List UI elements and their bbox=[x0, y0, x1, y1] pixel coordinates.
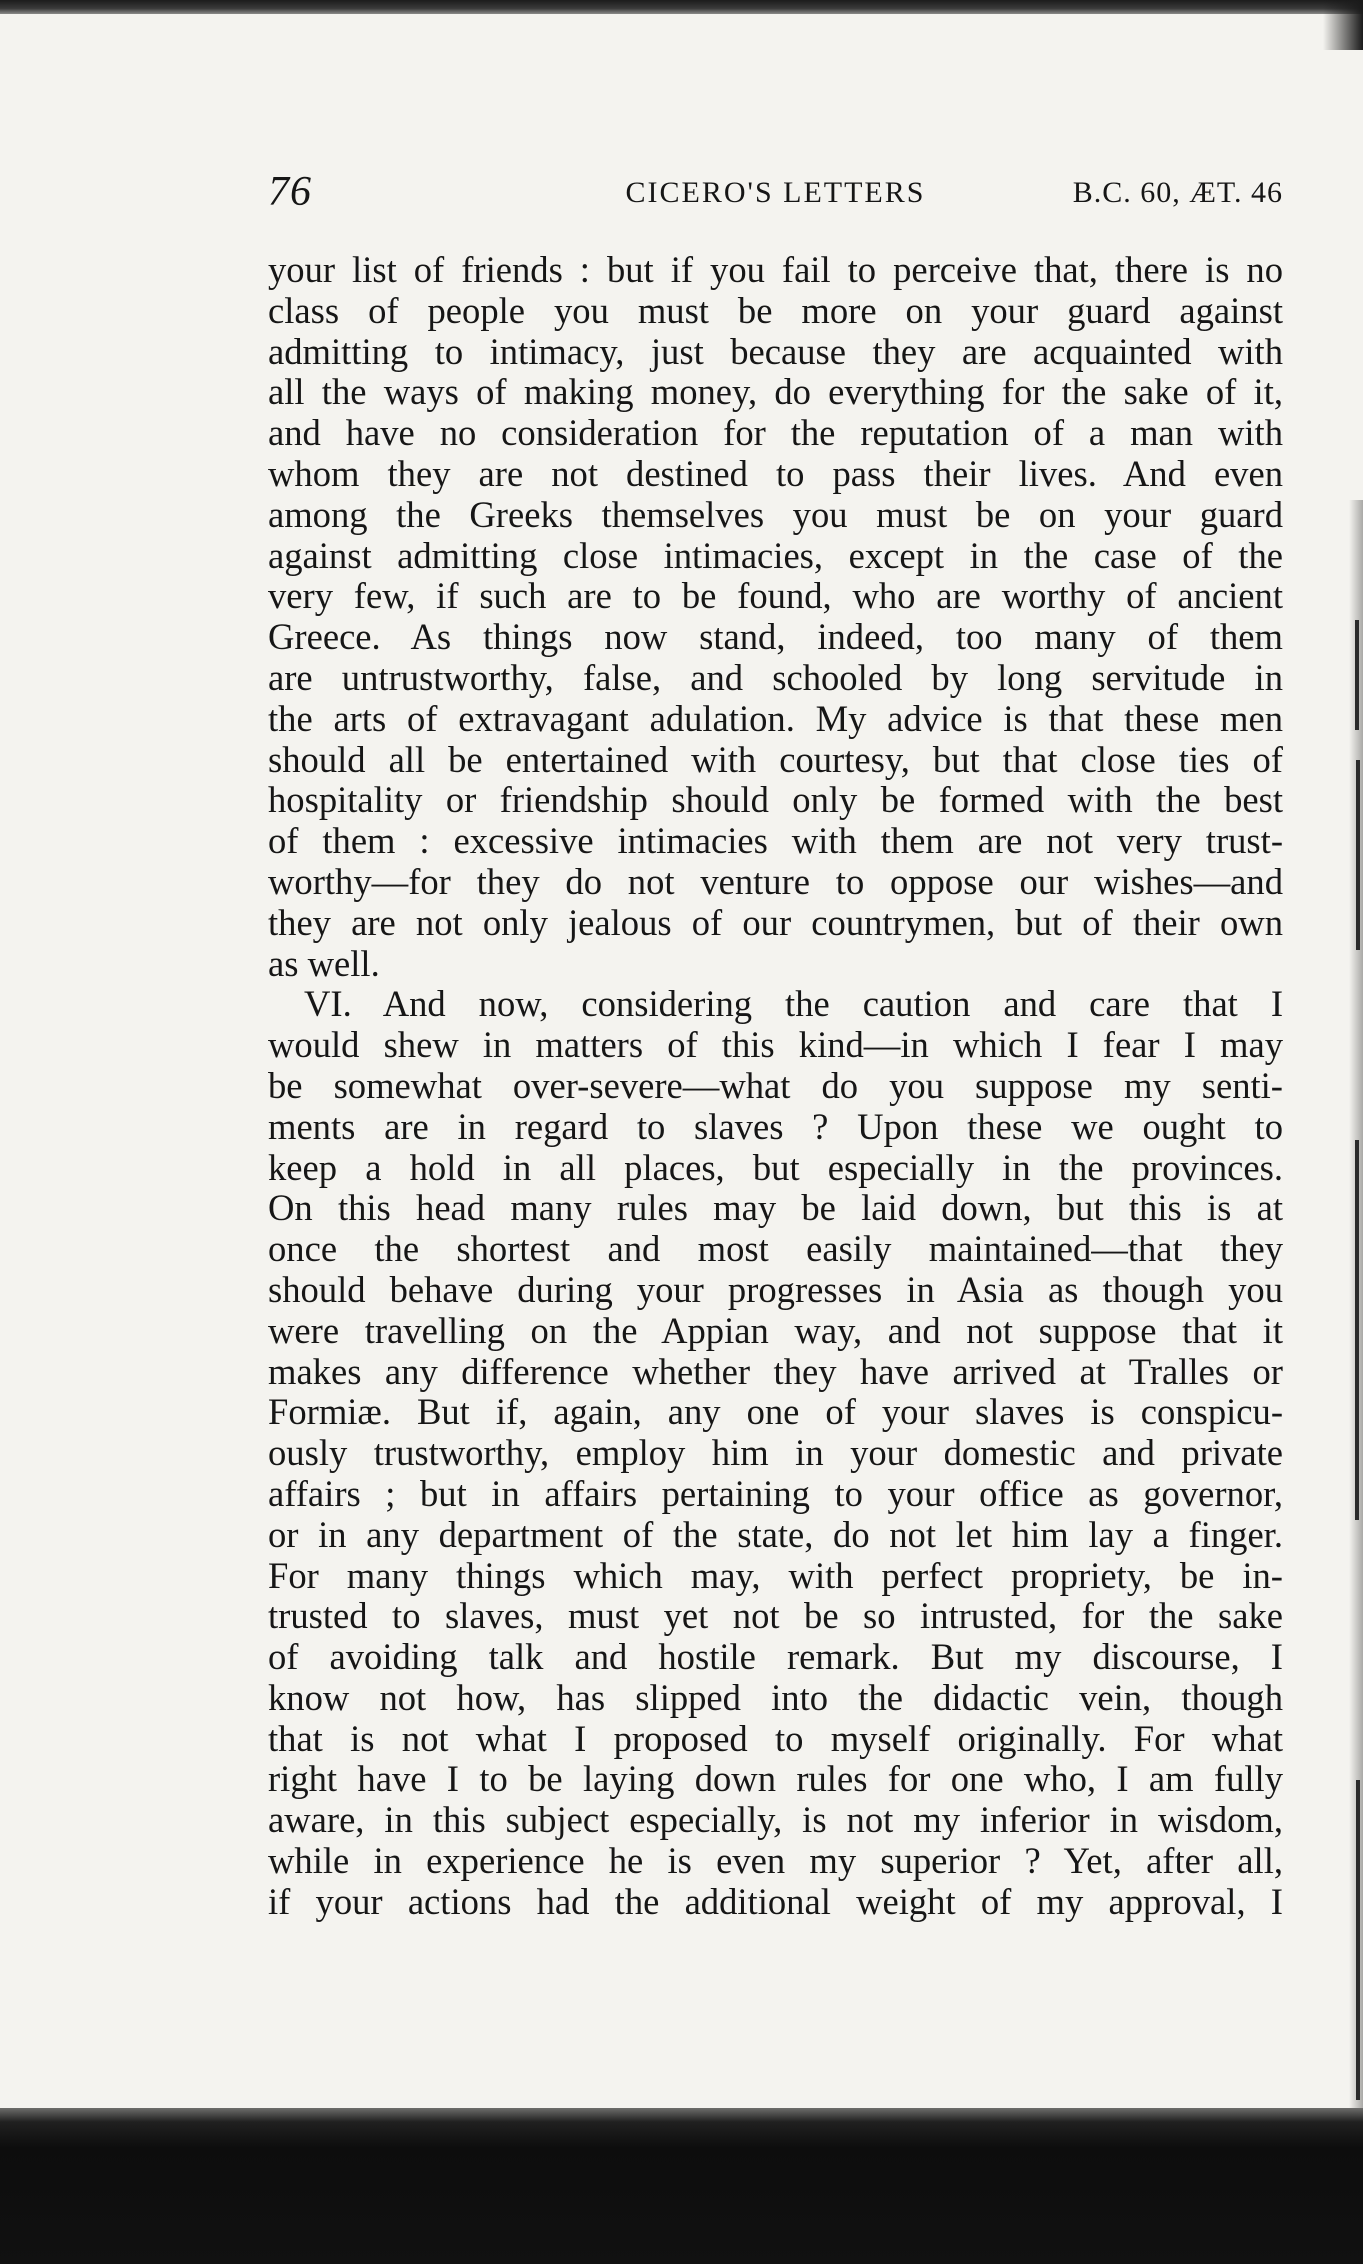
scan-bottom-edge bbox=[0, 2108, 1363, 2264]
text-line: should behave during your progresses in Asia as though you bbox=[268, 1268, 1283, 1310]
text-line: makes any difference whether they have arrived at Tralles or bbox=[268, 1350, 1283, 1392]
page-number: 76 bbox=[268, 169, 312, 215]
text-line: as well. bbox=[268, 942, 380, 984]
text-line: whom they are not destined to pass their lives. And even bbox=[268, 452, 1283, 494]
text-line: of avoiding talk and hostile remark. But my discourse, I bbox=[268, 1636, 1283, 1678]
date-info: B.C. 60, ÆT. 46 bbox=[1072, 176, 1283, 209]
text-line: should all be entertained with courtesy, but that close ties of bbox=[268, 738, 1283, 780]
text-line: ments are in regard to slaves ? Upon these we ought to bbox=[268, 1105, 1283, 1147]
text-line: VI. And now, considering the caution and care that I bbox=[304, 983, 1283, 1025]
text-line: For many things which may, with perfect propriety, be in- bbox=[268, 1554, 1283, 1596]
text-line: very few, if such are to be found, who are worthy of ancient bbox=[268, 575, 1283, 617]
text-line: hospitality or friendship should only be formed with the best bbox=[268, 779, 1283, 821]
gutter-mark bbox=[1355, 1140, 1359, 1520]
text-line: or in any department of the state, do not let him lay a finger. bbox=[268, 1513, 1283, 1555]
text-line: would shew in matters of this kind—in which I fear I may bbox=[268, 1024, 1283, 1066]
text-line: be somewhat over-severe—what do you suppose my senti- bbox=[268, 1064, 1283, 1106]
text-line: are untrustworthy, false, and schooled by long servitude in bbox=[268, 656, 1283, 698]
body-text bbox=[268, 250, 1283, 1923]
text-line: worthy—for they do not venture to oppose our wishes—and bbox=[268, 860, 1283, 902]
text-line: while in experience he is even my superior ? Yet, after all, bbox=[268, 1840, 1283, 1882]
text-line: admitting to intimacy, just because they are acquainted with bbox=[268, 330, 1283, 372]
text-line: were travelling on the Appian way, and not suppose that it bbox=[268, 1309, 1283, 1351]
text-line: against admitting close intimacies, except in the case of the bbox=[268, 534, 1283, 576]
text-line: ously trustworthy, employ him in your domestic and private bbox=[268, 1432, 1283, 1474]
text-line: right have I to be laying down rules for one who, I am fully bbox=[268, 1758, 1283, 1800]
text-line: class of people you must be more on your guard against bbox=[268, 289, 1283, 331]
text-line: the arts of extravagant adulation. My advice is that these men bbox=[268, 697, 1283, 739]
running-title: CICERO'S LETTERS bbox=[625, 176, 926, 209]
gutter-mark bbox=[1356, 1780, 1360, 2100]
text-line: trusted to slaves, must yet not be so intrusted, for the sake bbox=[268, 1595, 1283, 1637]
text-line: your list of friends : but if you fail to perceive that, there is no bbox=[268, 249, 1283, 290]
text-line: keep a hold in all places, but especially in the provinces. bbox=[268, 1146, 1283, 1188]
scan-corner-shadow bbox=[1323, 0, 1363, 50]
scan-top-edge bbox=[0, 0, 1363, 14]
text-line: among the Greeks themselves you must be on your guard bbox=[268, 493, 1283, 535]
text-line: aware, in this subject especially, is not my inferior in wisdom, bbox=[268, 1799, 1283, 1841]
text-line: and have no consideration for the reputation of a man with bbox=[268, 412, 1283, 454]
text-line: all the ways of making money, do everything for the sake of it, bbox=[268, 371, 1283, 413]
text-line: Formiæ. But if, again, any one of your slaves is conspicu- bbox=[268, 1391, 1283, 1433]
gutter-mark bbox=[1355, 620, 1359, 730]
text-line: of them : excessive intimacies with them are not very trust- bbox=[268, 820, 1283, 862]
text-line: they are not only jealous of our countrymen, but of their own bbox=[268, 901, 1283, 943]
page-header bbox=[268, 168, 1283, 228]
text-line: Greece. As things now stand, indeed, too many of them bbox=[268, 616, 1283, 658]
text-line: once the shortest and most easily maintained—that they bbox=[268, 1228, 1283, 1270]
gutter-mark bbox=[1356, 760, 1360, 950]
text-line: if your actions had the additional weight of my approval, I bbox=[268, 1880, 1283, 1922]
text-line: On this head many rules may be laid down, but this is at bbox=[268, 1187, 1283, 1229]
text-line: that is not what I proposed to myself originally. For what bbox=[268, 1717, 1283, 1759]
text-line: affairs ; but in affairs pertaining to your office as governor, bbox=[268, 1472, 1283, 1514]
text-line: know not how, has slipped into the didactic vein, though bbox=[268, 1676, 1283, 1718]
